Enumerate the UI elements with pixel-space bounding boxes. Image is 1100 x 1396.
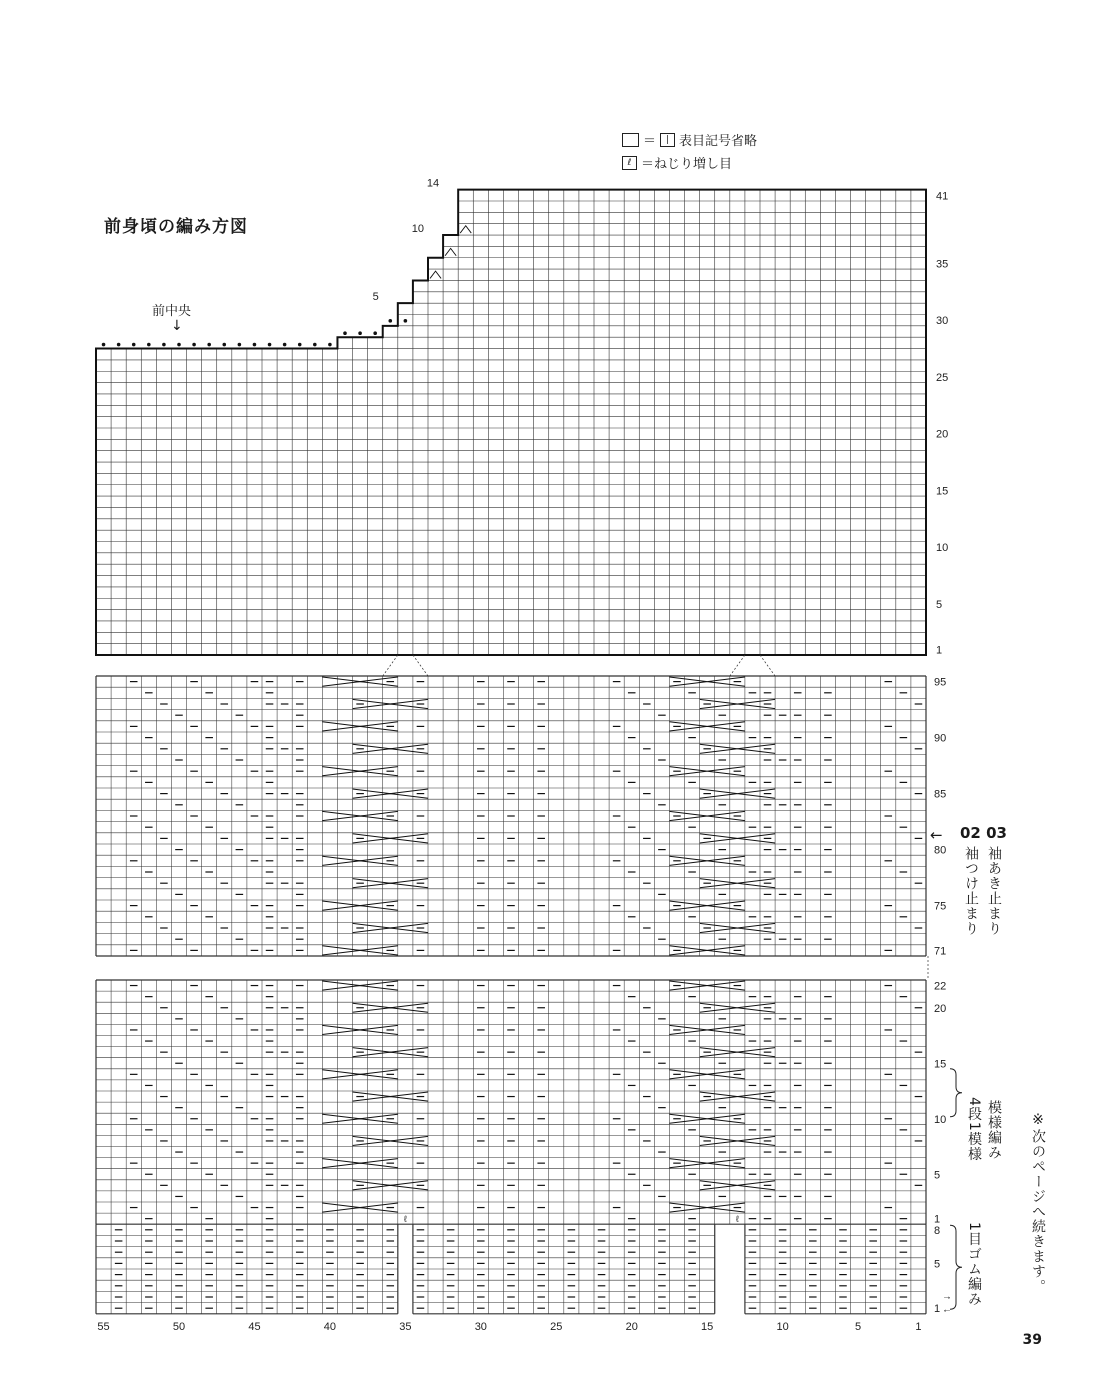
column-number: 35 [399,1320,412,1333]
front-center-label: 前中央 [152,304,192,319]
row-arrow-icon: → [942,1291,952,1303]
step-label-10: 10 [411,223,424,236]
decrease-icon [430,271,441,278]
row-number: 1 [934,1213,941,1226]
row-number: 90 [934,732,947,745]
row-number: 30 [936,315,949,328]
bind-off-dot [177,343,181,347]
bind-off-dot [268,343,272,347]
row-number: 41 [936,190,949,203]
connector-line [760,655,775,676]
twisted-increase-icon: ℓ [622,156,637,170]
bind-off-dot [373,331,377,335]
row-number: 22 [934,980,947,993]
legend-knit [622,130,757,149]
legend-increase [622,153,732,172]
step-label-14: 14 [426,177,440,190]
sleeve-attach-label: 袖つけ止まり [963,846,979,936]
page-number: 39 [1022,1332,1042,1348]
bind-off-dot [132,343,136,347]
twisted-increase-icon: ℓ [403,1214,407,1225]
bind-off-dot [404,319,408,323]
continued-note: ※次のページへ続きます。 [1030,1112,1046,1294]
decrease-icon [445,248,456,255]
row-number: 71 [934,945,947,958]
column-number: 1 [915,1320,922,1333]
row-number: 75 [934,900,947,913]
row-number: 20 [934,1002,947,1015]
bind-off-dot [222,343,226,347]
row-number: 10 [934,1113,947,1126]
bind-off-dot [298,343,302,347]
bind-off-dot [162,343,166,347]
knit-stitch-icon: | [660,133,675,147]
bind-off-dot [343,331,347,335]
row-number: 1 [934,1303,941,1316]
column-number: 10 [776,1320,789,1333]
size-arrow-icon: ← [930,826,943,844]
row-number: 5 [934,1169,941,1182]
row-number: 25 [936,371,949,384]
bind-off-dot [253,343,257,347]
column-number: 50 [172,1320,186,1333]
row-number: 8 [934,1224,941,1237]
bind-off-dot [313,343,317,347]
column-number: 5 [855,1320,862,1333]
bind-off-dot [283,343,287,347]
connector-line [730,655,745,676]
legend-increase-text: ＝ねじり増し目 [641,157,733,172]
column-number: 25 [550,1320,563,1333]
blank-cell-icon [622,133,639,147]
pattern-knit-label: 模様編み [986,1100,1002,1160]
row-number: 80 [934,844,947,857]
legend-equals: ＝ [643,134,657,149]
bind-off-dot [388,319,392,323]
column-number: 45 [248,1320,261,1333]
connector-line [413,655,428,676]
column-number: 40 [323,1320,337,1333]
row-number: 1 [936,644,943,657]
row-number: 85 [934,788,947,801]
row-arrow-icon: ← [942,1304,952,1316]
row-number: 5 [936,598,943,611]
row-number: 15 [936,485,949,498]
column-number: 30 [474,1320,487,1333]
bind-off-dot [358,331,362,335]
sleeve-opening-label: 袖あき止まり [986,846,1002,936]
page-title: 前身頃の編み方図 [104,217,248,237]
row-number: 20 [936,428,949,441]
column-number: 20 [625,1320,638,1333]
bind-off-dot [238,343,242,347]
bind-off-dot [117,343,121,347]
legend-knit-text: 表目記号省略 [679,134,758,149]
bind-off-dot [192,343,196,347]
brace-pattern [950,1069,962,1117]
column-number: 55 [97,1320,110,1333]
decrease-icon [460,226,471,233]
step-label-5: 5 [372,291,379,304]
row-number: 5 [934,1258,941,1271]
front-center-arrow-icon: ↓ [171,318,183,334]
twisted-increase-icon: ℓ [735,1214,739,1225]
pattern-repeat-label: 4段1模様 [966,1097,982,1162]
row-number: 95 [934,676,947,689]
row-number: 10 [936,542,949,555]
neckline-outline [96,190,926,655]
rib-knit-label: 1目ゴム編み [966,1222,982,1307]
connector-line [383,655,398,676]
bind-off-dot [207,343,211,347]
row-number: 35 [936,258,949,271]
column-number: 15 [701,1320,714,1333]
bind-off-dot [328,343,332,347]
row-number: 15 [934,1058,947,1071]
size-label: 02 03 [960,824,1007,842]
bind-off-dot [102,343,106,347]
bind-off-dot [147,343,151,347]
